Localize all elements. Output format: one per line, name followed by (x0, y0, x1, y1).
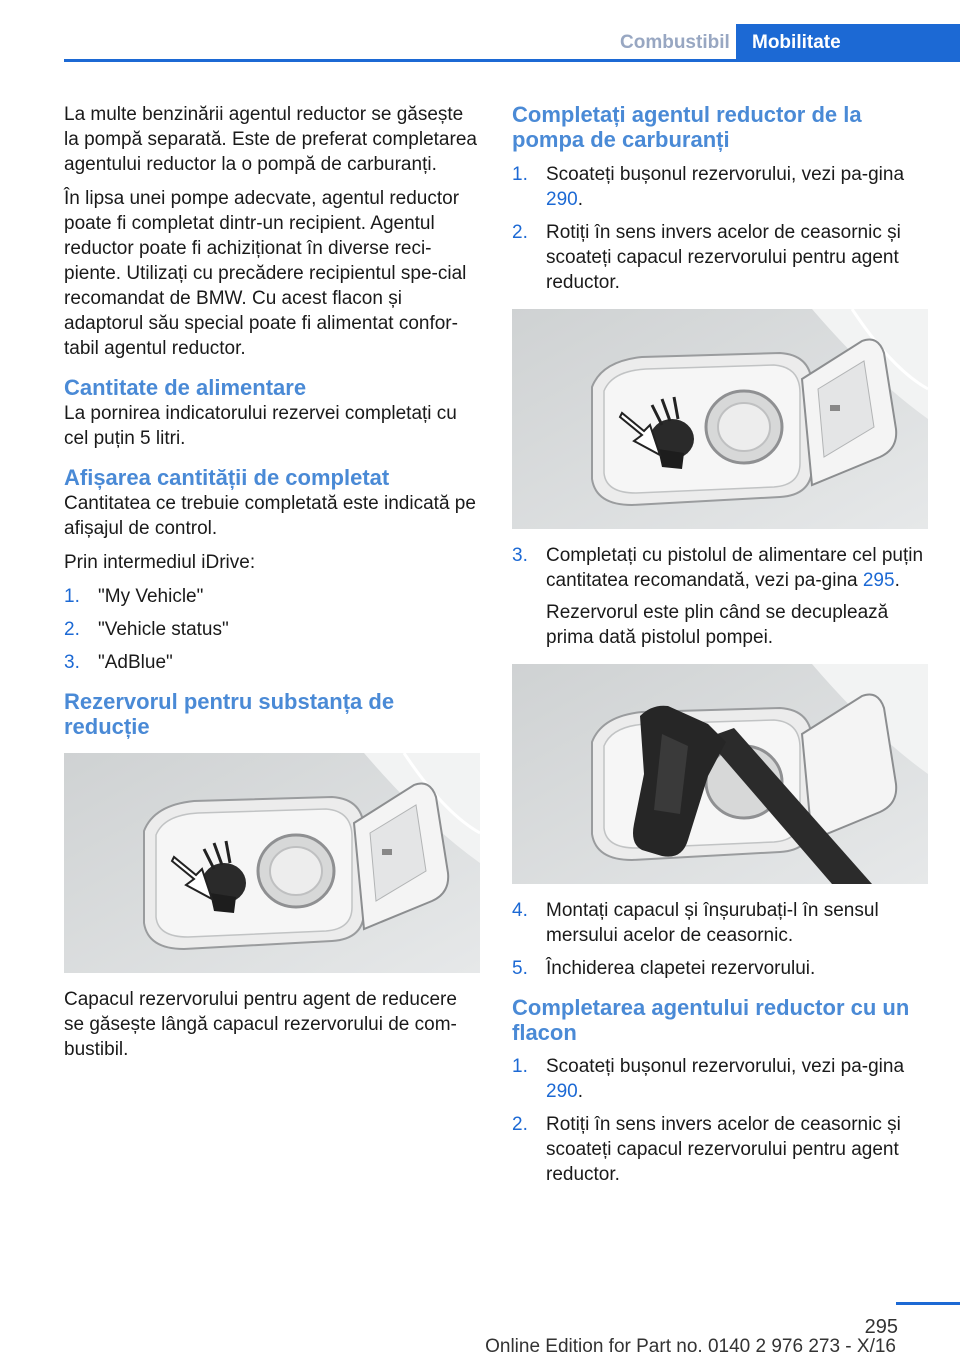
step-text: Închiderea clapetei rezervorului. (546, 958, 816, 979)
heading-afisarea: Afișarea cantității de completat (64, 465, 390, 490)
list-item (512, 956, 928, 981)
nozzle-photo (512, 664, 928, 884)
cap-removal-photo (512, 309, 928, 529)
step-number: 4. (512, 900, 528, 921)
header-rule (64, 59, 960, 62)
idrive-steps (64, 584, 480, 675)
list-item (64, 617, 480, 642)
step-text: Scoateți bușonul rezervorului, vezi pa-gina (546, 164, 905, 185)
right-column (512, 102, 928, 1195)
paragraph-idrive: Prin intermediul iDrive: (64, 552, 256, 573)
page-link-290[interactable]: 290 (546, 189, 578, 210)
list-item (64, 584, 480, 609)
step-note: Rezervorul este plin când se decuplează prima dată pistolul pompei. (546, 602, 889, 648)
list-item (512, 1054, 928, 1104)
step-text: Completați cu pistolul de alimentare cel puțin cantitatea recomandată, vezi pa-gina (546, 545, 924, 591)
step-text: Montați capacul și înșurubați-l în sensul mersului acelor de ceasornic. (546, 900, 879, 946)
step-number: 1. (64, 586, 80, 607)
step-number: 2. (64, 619, 80, 640)
list-item (512, 162, 928, 212)
step-text: Rotiți în sens invers acelor de ceasornic și scoateți capacul rezervorului pentru agent reductor. (546, 1114, 901, 1185)
step-number: 5. (512, 958, 528, 979)
reductant-cap-photo (64, 753, 480, 973)
step-text: Rotiți în sens invers acelor de ceasornic și scoateți capacul rezervorului pentru agent reductor. (546, 222, 901, 293)
step-number: 2. (512, 222, 528, 243)
heading-cantitate: Cantitate de alimentare (64, 375, 307, 400)
paragraph-recipient: În lipsa unei pompe adecvate, agentul reductor poate fi completat dintr-un recipient. Agentul reductor poate fi achiziționat în diverse reci-piente. Utilizați cu precădere recipientul spe-cial recomandat de BMW. Cu acest flacon și adaptorul său special poate fi alimentat confor-tabil agentul reductor. (64, 188, 467, 359)
step-number: 2. (512, 1114, 528, 1135)
tab-mobilitate[interactable]: Mobilitate (736, 24, 960, 62)
page-link-295[interactable]: 295 (862, 570, 895, 591)
step-text-end: . (577, 189, 583, 210)
paragraph-caption: Capacul rezervorului pentru agent de reducere se găsește lângă capacul rezervorului de com-bustibil. (64, 989, 457, 1060)
pompa-step-3 (512, 543, 928, 650)
heading-flacon: Completarea agentului reductor cu un flacon (512, 995, 910, 1045)
list-item (64, 650, 480, 675)
step-number: 3. (512, 545, 528, 566)
list-item (512, 543, 928, 650)
step-text-end: . (894, 570, 900, 591)
step-text-end: . (577, 1081, 583, 1102)
list-item (512, 1112, 928, 1187)
step-text: "Vehicle status" (98, 619, 229, 640)
step-number: 1. (512, 1056, 528, 1077)
paragraph-cantitate: La pornirea indicatorului rezervei completați cu cel puțin 5 litri. (64, 403, 457, 449)
left-column (64, 102, 480, 1071)
page-number: 295 (864, 1316, 898, 1338)
step-number: 3. (64, 652, 80, 673)
pompa-steps-b (512, 898, 928, 981)
list-item (512, 898, 928, 948)
footer-rule (896, 1302, 960, 1305)
list-item (512, 220, 928, 295)
tab-combustibil[interactable]: Combustibil (620, 32, 730, 53)
step-text: "AdBlue" (98, 652, 173, 673)
flacon-steps (512, 1054, 928, 1187)
heading-pompa: Completați agentul reductor de la pompa de carburanți (512, 102, 862, 152)
edition-note: Online Edition for Part no. 0140 2 976 273 - X/16 (485, 1336, 896, 1357)
page-header (64, 24, 960, 62)
heading-rezervorul: Rezervorul pentru substanța de reducție (64, 689, 395, 739)
page-link-290[interactable]: 290 (546, 1081, 578, 1102)
pompa-steps-a (512, 162, 928, 295)
step-text: Scoateți bușonul rezervorului, vezi pa-gina (546, 1056, 905, 1077)
step-number: 1. (512, 164, 528, 185)
step-text: "My Vehicle" (98, 586, 204, 607)
paragraph-intro: La multe benzinării agentul reductor se găsește la pompă separată. Este de preferat completarea agentului reductor la o pompă de carburanți. (64, 104, 477, 175)
paragraph-afisarea: Cantitatea ce trebuie completată este indicată pe afișajul de control. (64, 493, 476, 539)
